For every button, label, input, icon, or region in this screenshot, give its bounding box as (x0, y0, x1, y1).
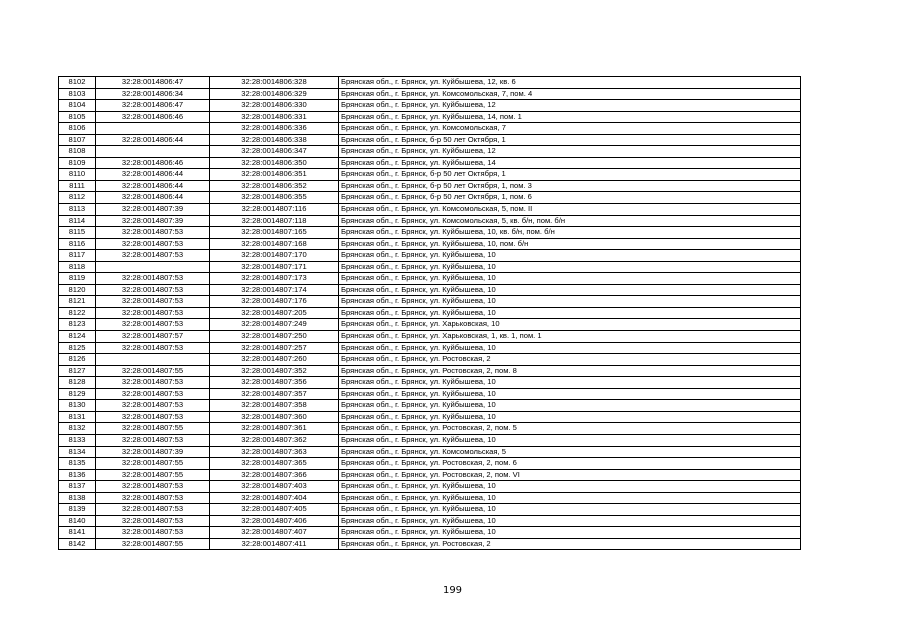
parent-cadastral-cell: 32:28:0014806:46 (96, 157, 210, 169)
parent-cadastral-cell: 32:28:0014807:53 (96, 307, 210, 319)
parent-cadastral-cell: 32:28:0014807:55 (96, 458, 210, 470)
address-cell: Брянская обл., г. Брянск, ул. Куйбышева, 10 (339, 400, 801, 412)
cadastral-number-cell: 32:28:0014806:329 (210, 88, 339, 100)
parent-cadastral-cell: 32:28:0014807:57 (96, 331, 210, 343)
table-row (59, 238, 801, 250)
table-row (59, 157, 801, 169)
page-number: 199 (442, 585, 463, 596)
cadastral-number-cell: 32:28:0014806:330 (210, 100, 339, 112)
row-number-cell: 8131 (59, 411, 96, 423)
row-number-cell: 8115 (59, 227, 96, 239)
cadastral-number-cell: 32:28:0014807:366 (210, 469, 339, 481)
address-cell: Брянская обл., г. Брянск, ул. Ростовская, 2, пом. VI (339, 469, 801, 481)
address-cell: Брянская обл., г. Брянск, ул. Куйбышева, 12 (339, 100, 801, 112)
cadastral-number-cell: 32:28:0014807:173 (210, 273, 339, 285)
cadastral-number-cell: 32:28:0014807:352 (210, 365, 339, 377)
table-row (59, 192, 801, 204)
row-number-cell: 8110 (59, 169, 96, 181)
parent-cadastral-cell: 32:28:0014807:53 (96, 273, 210, 285)
address-cell: Брянская обл., г. Брянск, ул. Куйбышева, 10 (339, 342, 801, 354)
address-cell: Брянская обл., г. Брянск, ул. Куйбышева, 10 (339, 388, 801, 400)
table-row (59, 204, 801, 216)
parent-cadastral-cell: 32:28:0014807:55 (96, 538, 210, 550)
cadastral-number-cell: 32:28:0014807:260 (210, 354, 339, 366)
address-cell: Брянская обл., г. Брянск, ул. Куйбышева, 10 (339, 492, 801, 504)
table-row (59, 215, 801, 227)
address-cell: Брянская обл., г. Брянск, ул. Куйбышева, 10 (339, 284, 801, 296)
table-row (59, 100, 801, 112)
row-number-cell: 8119 (59, 273, 96, 285)
cadastral-number-cell: 32:28:0014806:336 (210, 123, 339, 135)
cadastral-number-cell: 32:28:0014806:331 (210, 111, 339, 123)
table-row (59, 261, 801, 273)
row-number-cell: 8127 (59, 365, 96, 377)
parent-cadastral-cell: 32:28:0014807:53 (96, 527, 210, 539)
row-number-cell: 8107 (59, 134, 96, 146)
table-row (59, 134, 801, 146)
cadastral-number-cell: 32:28:0014807:205 (210, 307, 339, 319)
parent-cadastral-cell: 32:28:0014807:53 (96, 492, 210, 504)
cadastral-number-cell: 32:28:0014807:249 (210, 319, 339, 331)
row-number-cell: 8125 (59, 342, 96, 354)
row-number-cell: 8141 (59, 527, 96, 539)
parent-cadastral-cell: 32:28:0014807:53 (96, 250, 210, 262)
parent-cadastral-cell: 32:28:0014806:44 (96, 169, 210, 181)
row-number-cell: 8126 (59, 354, 96, 366)
row-number-cell: 8140 (59, 515, 96, 527)
parent-cadastral-cell: 32:28:0014807:53 (96, 411, 210, 423)
cadastral-number-cell: 32:28:0014807:361 (210, 423, 339, 435)
table-row (59, 307, 801, 319)
parent-cadastral-cell (96, 354, 210, 366)
parent-cadastral-cell: 32:28:0014807:55 (96, 423, 210, 435)
cadastral-number-cell: 32:28:0014807:407 (210, 527, 339, 539)
row-number-cell: 8117 (59, 250, 96, 262)
parent-cadastral-cell: 32:28:0014807:53 (96, 388, 210, 400)
cadastral-number-cell: 32:28:0014806:347 (210, 146, 339, 158)
address-cell: Брянская обл., г. Брянск, ул. Ростовская, 2, пом. 8 (339, 365, 801, 377)
address-cell: Брянская обл., г. Брянск, ул. Куйбышева, 10 (339, 527, 801, 539)
address-cell: Брянская обл., г. Брянск, ул. Куйбышева, 12, кв. 6 (339, 77, 801, 89)
parent-cadastral-cell (96, 146, 210, 158)
address-cell: Брянская обл., г. Брянск, ул. Комсомольская, 5, кв. б/н, пом. б/н (339, 215, 801, 227)
row-number-cell: 8112 (59, 192, 96, 204)
row-number-cell: 8133 (59, 434, 96, 446)
table-row (59, 469, 801, 481)
cadastral-number-cell: 32:28:0014807:250 (210, 331, 339, 343)
parent-cadastral-cell: 32:28:0014807:53 (96, 296, 210, 308)
address-cell: Брянская обл., г. Брянск, ул. Куйбышева, 14, пом. 1 (339, 111, 801, 123)
address-cell: Брянская обл., г. Брянск, ул. Ростовская, 2 (339, 354, 801, 366)
address-cell: Брянская обл., г. Брянск, ул. Ростовская, 2, пом. 6 (339, 458, 801, 470)
row-number-cell: 8103 (59, 88, 96, 100)
row-number-cell: 8102 (59, 77, 96, 89)
cadastral-number-cell: 32:28:0014807:170 (210, 250, 339, 262)
address-cell: Брянская обл., г. Брянск, ул. Куйбышева, 10 (339, 515, 801, 527)
table-row (59, 354, 801, 366)
cadastral-number-cell: 32:28:0014806:355 (210, 192, 339, 204)
address-cell: Брянская обл., г. Брянск, ул. Харьковская, 10 (339, 319, 801, 331)
address-cell: Брянская обл., г. Брянск, ул. Куйбышева, 10 (339, 273, 801, 285)
cadastral-number-cell: 32:28:0014806:328 (210, 77, 339, 89)
registry-table (58, 76, 801, 550)
row-number-cell: 8105 (59, 111, 96, 123)
parent-cadastral-cell: 32:28:0014807:39 (96, 204, 210, 216)
table-row (59, 146, 801, 158)
row-number-cell: 8104 (59, 100, 96, 112)
row-number-cell: 8106 (59, 123, 96, 135)
cadastral-number-cell: 32:28:0014807:356 (210, 377, 339, 389)
cadastral-number-cell: 32:28:0014807:362 (210, 434, 339, 446)
row-number-cell: 8134 (59, 446, 96, 458)
address-cell: Брянская обл., г. Брянск, ул. Куйбышева, 14 (339, 157, 801, 169)
table-row (59, 423, 801, 435)
table-row (59, 492, 801, 504)
row-number-cell: 8128 (59, 377, 96, 389)
parent-cadastral-cell: 32:28:0014806:46 (96, 111, 210, 123)
parent-cadastral-cell: 32:28:0014807:39 (96, 215, 210, 227)
row-number-cell: 8123 (59, 319, 96, 331)
cadastral-number-cell: 32:28:0014807:363 (210, 446, 339, 458)
address-cell: Брянская обл., г. Брянск, ул. Куйбышева, 10, пом. б/н (339, 238, 801, 250)
table-row (59, 250, 801, 262)
parent-cadastral-cell: 32:28:0014807:39 (96, 446, 210, 458)
row-number-cell: 8132 (59, 423, 96, 435)
table-row (59, 227, 801, 239)
registry-table-body (59, 77, 801, 550)
cadastral-number-cell: 32:28:0014807:357 (210, 388, 339, 400)
cadastral-number-cell: 32:28:0014806:338 (210, 134, 339, 146)
parent-cadastral-cell: 32:28:0014807:55 (96, 365, 210, 377)
address-cell: Брянская обл., г. Брянск, б-р 50 лет Октября, 1, пом. 6 (339, 192, 801, 204)
address-cell: Брянская обл., г. Брянск, б-р 50 лет Октября, 1 (339, 134, 801, 146)
parent-cadastral-cell: 32:28:0014807:53 (96, 238, 210, 250)
address-cell: Брянская обл., г. Брянск, б-р 50 лет Октября, 1, пом. 3 (339, 180, 801, 192)
parent-cadastral-cell: 32:28:0014807:53 (96, 400, 210, 412)
row-number-cell: 8138 (59, 492, 96, 504)
parent-cadastral-cell: 32:28:0014807:53 (96, 284, 210, 296)
row-number-cell: 8130 (59, 400, 96, 412)
parent-cadastral-cell: 32:28:0014806:47 (96, 77, 210, 89)
table-row (59, 504, 801, 516)
cadastral-number-cell: 32:28:0014807:360 (210, 411, 339, 423)
table-row (59, 331, 801, 343)
cadastral-number-cell: 32:28:0014807:405 (210, 504, 339, 516)
parent-cadastral-cell: 32:28:0014807:53 (96, 515, 210, 527)
cadastral-number-cell: 32:28:0014806:350 (210, 157, 339, 169)
address-cell: Брянская обл., г. Брянск, ул. Ростовская, 2, пом. 5 (339, 423, 801, 435)
table-row (59, 388, 801, 400)
parent-cadastral-cell (96, 123, 210, 135)
row-number-cell: 8135 (59, 458, 96, 470)
parent-cadastral-cell: 32:28:0014807:53 (96, 377, 210, 389)
parent-cadastral-cell: 32:28:0014806:44 (96, 192, 210, 204)
address-cell: Брянская обл., г. Брянск, ул. Куйбышева, 10 (339, 307, 801, 319)
table-row (59, 169, 801, 181)
address-cell: Брянская обл., г. Брянск, ул. Куйбышева, 10 (339, 261, 801, 273)
parent-cadastral-cell: 32:28:0014807:53 (96, 227, 210, 239)
address-cell: Брянская обл., г. Брянск, ул. Куйбышева, 10 (339, 377, 801, 389)
table-row (59, 481, 801, 493)
table-row (59, 411, 801, 423)
parent-cadastral-cell: 32:28:0014807:55 (96, 469, 210, 481)
table-row (59, 180, 801, 192)
address-cell: Брянская обл., г. Брянск, ул. Комсомольская, 5, пом. II (339, 204, 801, 216)
row-number-cell: 8124 (59, 331, 96, 343)
address-cell: Брянская обл., г. Брянск, ул. Ростовская, 2 (339, 538, 801, 550)
address-cell: Брянская обл., г. Брянск, ул. Куйбышева, 10 (339, 411, 801, 423)
address-cell: Брянская обл., г. Брянск, ул. Куйбышева, 10 (339, 504, 801, 516)
table-row (59, 284, 801, 296)
parent-cadastral-cell: 32:28:0014807:53 (96, 342, 210, 354)
address-cell: Брянская обл., г. Брянск, ул. Куйбышева, 10, кв. б/н, пом. б/н (339, 227, 801, 239)
parent-cadastral-cell: 32:28:0014806:44 (96, 134, 210, 146)
row-number-cell: 8111 (59, 180, 96, 192)
table-row (59, 319, 801, 331)
row-number-cell: 8142 (59, 538, 96, 550)
row-number-cell: 8136 (59, 469, 96, 481)
table-row (59, 88, 801, 100)
parent-cadastral-cell: 32:28:0014806:44 (96, 180, 210, 192)
row-number-cell: 8122 (59, 307, 96, 319)
row-number-cell: 8129 (59, 388, 96, 400)
cadastral-number-cell: 32:28:0014807:411 (210, 538, 339, 550)
cadastral-number-cell: 32:28:0014807:365 (210, 458, 339, 470)
cadastral-number-cell: 32:28:0014807:176 (210, 296, 339, 308)
row-number-cell: 8113 (59, 204, 96, 216)
cadastral-number-cell: 32:28:0014807:403 (210, 481, 339, 493)
cadastral-number-cell: 32:28:0014807:118 (210, 215, 339, 227)
table-row (59, 342, 801, 354)
cadastral-number-cell: 32:28:0014807:404 (210, 492, 339, 504)
parent-cadastral-cell: 32:28:0014807:53 (96, 481, 210, 493)
address-cell: Брянская обл., г. Брянск, ул. Куйбышева, 10 (339, 296, 801, 308)
cadastral-number-cell: 32:28:0014807:168 (210, 238, 339, 250)
row-number-cell: 8137 (59, 481, 96, 493)
table-row (59, 77, 801, 89)
address-cell: Брянская обл., г. Брянск, ул. Куйбышева, 12 (339, 146, 801, 158)
table-row (59, 400, 801, 412)
table-row (59, 123, 801, 135)
row-number-cell: 8109 (59, 157, 96, 169)
row-number-cell: 8120 (59, 284, 96, 296)
table-row (59, 296, 801, 308)
row-number-cell: 8121 (59, 296, 96, 308)
table-row (59, 111, 801, 123)
parent-cadastral-cell: 32:28:0014807:53 (96, 504, 210, 516)
parent-cadastral-cell: 32:28:0014806:47 (96, 100, 210, 112)
address-cell: Брянская обл., г. Брянск, ул. Комсомольская, 5 (339, 446, 801, 458)
parent-cadastral-cell (96, 261, 210, 273)
row-number-cell: 8118 (59, 261, 96, 273)
table-row (59, 434, 801, 446)
table-row (59, 377, 801, 389)
row-number-cell: 8114 (59, 215, 96, 227)
cadastral-number-cell: 32:28:0014806:352 (210, 180, 339, 192)
address-cell: Брянская обл., г. Брянск, ул. Куйбышева, 10 (339, 250, 801, 262)
cadastral-number-cell: 32:28:0014807:116 (210, 204, 339, 216)
row-number-cell: 8116 (59, 238, 96, 250)
row-number-cell: 8108 (59, 146, 96, 158)
address-cell: Брянская обл., г. Брянск, ул. Комсомольская, 7 (339, 123, 801, 135)
table-row (59, 273, 801, 285)
table-row (59, 365, 801, 377)
table-row (59, 446, 801, 458)
row-number-cell: 8139 (59, 504, 96, 516)
address-cell: Брянская обл., г. Брянск, ул. Харьковская, 1, кв. 1, пом. 1 (339, 331, 801, 343)
cadastral-number-cell: 32:28:0014807:171 (210, 261, 339, 273)
address-cell: Брянская обл., г. Брянск, ул. Куйбышева, 10 (339, 434, 801, 446)
table-row (59, 515, 801, 527)
address-cell: Брянская обл., г. Брянск, б-р 50 лет Октября, 1 (339, 169, 801, 181)
address-cell: Брянская обл., г. Брянск, ул. Комсомольская, 7, пом. 4 (339, 88, 801, 100)
table-row (59, 538, 801, 550)
parent-cadastral-cell: 32:28:0014806:34 (96, 88, 210, 100)
parent-cadastral-cell: 32:28:0014807:53 (96, 434, 210, 446)
table-row (59, 527, 801, 539)
cadastral-number-cell: 32:28:0014806:351 (210, 169, 339, 181)
cadastral-number-cell: 32:28:0014807:174 (210, 284, 339, 296)
table-row (59, 458, 801, 470)
parent-cadastral-cell: 32:28:0014807:53 (96, 319, 210, 331)
cadastral-number-cell: 32:28:0014807:257 (210, 342, 339, 354)
cadastral-number-cell: 32:28:0014807:406 (210, 515, 339, 527)
address-cell: Брянская обл., г. Брянск, ул. Куйбышева, 10 (339, 481, 801, 493)
cadastral-number-cell: 32:28:0014807:165 (210, 227, 339, 239)
cadastral-number-cell: 32:28:0014807:358 (210, 400, 339, 412)
